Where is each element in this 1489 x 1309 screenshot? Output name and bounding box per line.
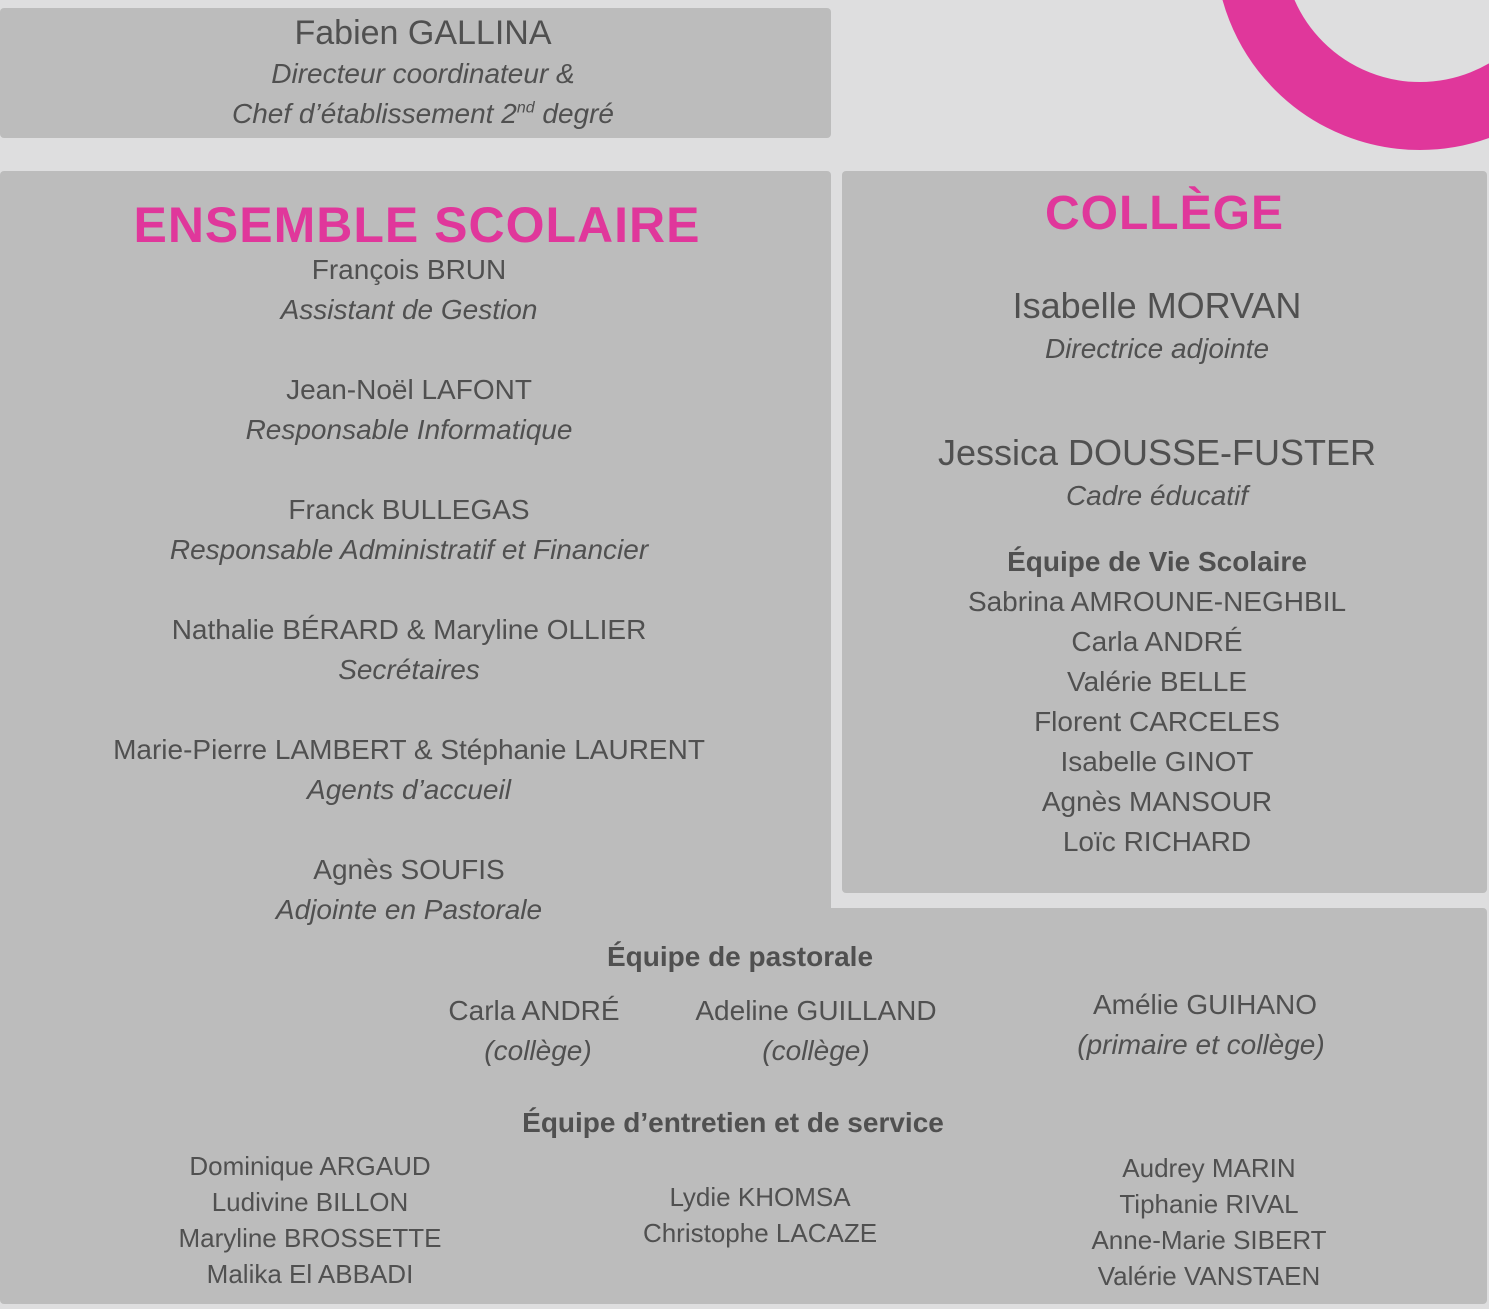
- college-panel: [842, 171, 1487, 893]
- ensemble-person-name: Jean-Noël LAFONT: [286, 374, 532, 405]
- ensemble-person-name: François BRUN: [311, 254, 507, 285]
- college-title: COLLÈGE: [1044, 187, 1284, 240]
- ensemble-person-name: Franck BULLEGAS: [288, 494, 530, 525]
- vie-scolaire-member: Sabrina AMROUNE-NEGHBIL: [967, 586, 1347, 617]
- ensemble-person-name: Marie-Pierre LAMBERT & Stéphanie LAURENT: [113, 734, 705, 765]
- vie-scolaire-member: Isabelle GINOT: [1060, 746, 1254, 777]
- ensemble-person-role: Responsable Administratif et Financier: [169, 534, 649, 565]
- entretien-member: Tiphanie RIVAL: [1119, 1189, 1299, 1219]
- college-person-role: Directrice adjointe: [1044, 333, 1270, 364]
- director-role-line2: [0, 98, 846, 130]
- director-role-line1: Directeur coordinateur &: [271, 58, 575, 89]
- entretien-member: Audrey MARIN: [1122, 1153, 1296, 1183]
- ensemble-person-role: Assistant de Gestion: [280, 294, 538, 325]
- college-person-role: Cadre éducatif: [1065, 480, 1249, 511]
- director-role-line2-text: Chef d’établissement 2: [231, 98, 517, 129]
- pastorale-member-name: Amélie GUIHANO: [1092, 989, 1318, 1020]
- vie-scolaire-member: Valérie BELLE: [1066, 666, 1248, 697]
- pastorale-member-name: Adeline GUILLAND: [695, 995, 937, 1026]
- vie-scolaire-title: Équipe de Vie Scolaire: [1007, 546, 1307, 577]
- pastorale-member-name: Carla ANDRÉ: [448, 995, 620, 1026]
- director-role-superscript: nd: [516, 99, 535, 117]
- entretien-member: Maryline BROSSETTE: [178, 1223, 442, 1253]
- vie-scolaire-member: Carla ANDRÉ: [1071, 626, 1243, 657]
- vie-scolaire-member: Florent CARCELES: [1034, 706, 1280, 737]
- entretien-member: Ludivine BILLON: [211, 1187, 409, 1217]
- ensemble-person-role: Responsable Informatique: [245, 414, 573, 445]
- ensemble-person-role: Adjointe en Pastorale: [275, 894, 543, 925]
- entretien-member: Valérie VANSTAEN: [1097, 1261, 1321, 1291]
- decorative-pink-arc: [1215, 0, 1489, 150]
- pastorale-member-note: (collège): [484, 1035, 592, 1066]
- ensemble-title: ENSEMBLE SCOLAIRE: [133, 197, 701, 253]
- vie-scolaire-member: Loïc RICHARD: [1062, 826, 1252, 857]
- college-person-name: Isabelle MORVAN: [1012, 285, 1302, 326]
- ensemble-person-name: Nathalie BÉRARD & Maryline OLLIER: [171, 614, 647, 645]
- entretien-title: Équipe d’entretien et de service: [522, 1107, 944, 1138]
- director-name: Fabien GALLINA: [294, 14, 552, 52]
- entretien-member: Lydie KHOMSA: [669, 1182, 851, 1212]
- ensemble-person-role: Agents d’accueil: [307, 774, 511, 805]
- director-role-line2-end: degré: [534, 98, 615, 129]
- college-person-name: Jessica DOUSSE-FUSTER: [937, 432, 1377, 473]
- entretien-member: Dominique ARGAUD: [189, 1151, 431, 1181]
- entretien-member: Anne-Marie SIBERT: [1091, 1225, 1327, 1255]
- ensemble-person-name: Agnès SOUFIS: [313, 854, 505, 885]
- vie-scolaire-member: Agnès MANSOUR: [1041, 786, 1273, 817]
- entretien-member: Christophe LACAZE: [642, 1218, 878, 1248]
- ensemble-person-role: Secrétaires: [338, 654, 480, 685]
- pastorale-title: Équipe de pastorale: [606, 941, 874, 972]
- pastorale-member-note: (collège): [762, 1035, 870, 1066]
- entretien-member: Malika El ABBADI: [206, 1259, 414, 1289]
- pastorale-member-note: (primaire et collège): [1077, 1029, 1325, 1060]
